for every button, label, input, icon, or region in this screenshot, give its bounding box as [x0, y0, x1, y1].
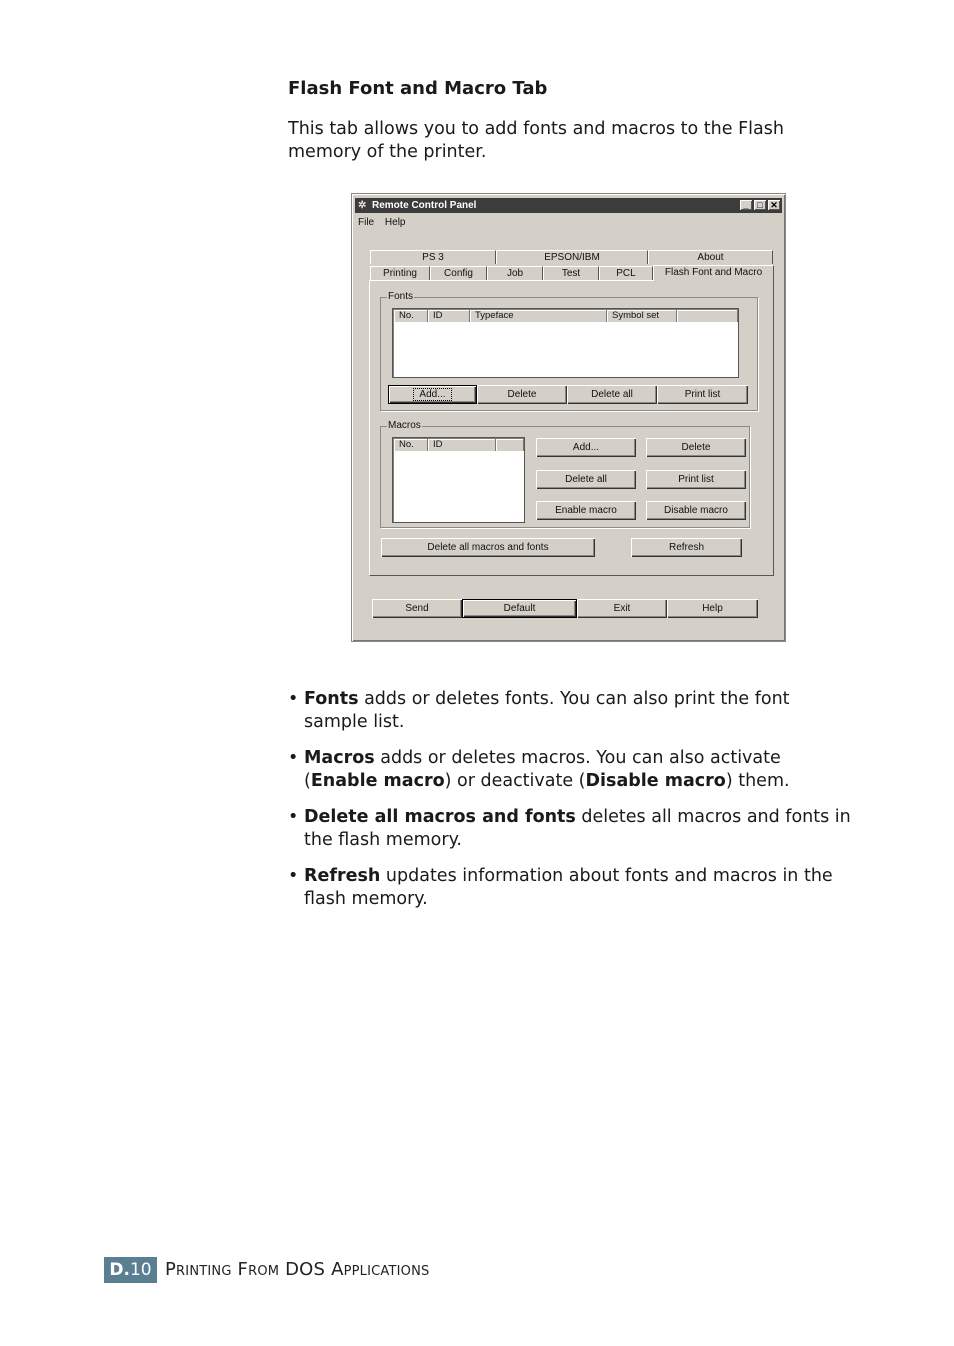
fonts-print-list-button[interactable]: Print list [657, 385, 748, 404]
feature-list [288, 688, 853, 924]
title-bar [355, 198, 782, 213]
list-item: • Refresh updates information about fonts and macros in the flash memory. [288, 865, 853, 911]
macros-delete-all-button[interactable]: Delete all [536, 470, 636, 489]
macros-group-label: Macros [388, 420, 421, 431]
column-header[interactable]: Symbol set [607, 310, 677, 322]
macros-add-button[interactable]: Add... [536, 438, 636, 457]
tab-flash-font-and-macro[interactable]: Flash Font and Macro [653, 265, 774, 281]
column-header[interactable]: ID [428, 310, 470, 322]
fonts-group-label: Fonts [388, 291, 414, 302]
macros-group [380, 420, 750, 528]
enable-macro-button[interactable]: Enable macro [536, 501, 636, 520]
fonts-delete-button[interactable]: Delete [477, 385, 567, 404]
fonts-list[interactable] [392, 308, 739, 378]
tab-panel [369, 280, 774, 576]
remote-control-panel-window [351, 193, 786, 642]
menu-file[interactable]: File [358, 217, 375, 228]
tab-ps3[interactable]: PS 3 [370, 250, 496, 264]
column-header[interactable]: No. [394, 439, 428, 451]
minimize-icon[interactable]: _ [740, 200, 752, 210]
macros-list[interactable] [392, 437, 525, 523]
help-button[interactable]: Help [667, 599, 758, 618]
macros-delete-button[interactable]: Delete [646, 438, 746, 457]
send-button[interactable]: Send [372, 599, 462, 618]
macros-print-list-button[interactable]: Print list [646, 470, 746, 489]
page-number-badge: D.10 [104, 1257, 157, 1283]
delete-all-macros-and-fonts-button[interactable]: Delete all macros and fonts [381, 538, 595, 557]
intro-paragraph: This tab allows you to add fonts and macros to the Flash memory of the printer. [288, 119, 784, 162]
section-heading: Flash Font and Macro Tab [288, 78, 548, 99]
menu-help[interactable]: Help [384, 217, 406, 228]
column-header[interactable]: No. [394, 310, 428, 322]
list-item: • Fonts adds or deletes fonts. You can also print the font sample list. [288, 688, 853, 734]
list-item: • Macros adds or deletes macros. You can also activate (Enable macro) or deactivate (Disable macro) them. [288, 747, 853, 793]
window-title: Remote Control Panel [372, 200, 477, 211]
default-button[interactable]: Default [462, 599, 577, 618]
tab-about[interactable]: About [648, 250, 773, 264]
maximize-icon[interactable]: □ [754, 200, 766, 210]
printer-icon: ✲ [358, 200, 367, 211]
tab-epson-ibm[interactable]: EPSON/IBM [496, 250, 648, 264]
close-icon[interactable]: ✕ [768, 200, 780, 210]
tab-pcl[interactable]: PCL [599, 266, 653, 280]
menu-bar [358, 217, 413, 229]
tab-config[interactable]: Config [430, 266, 487, 280]
list-item: • Delete all macros and fonts deletes all macros and fonts in the flash memory. [288, 806, 853, 852]
exit-button[interactable]: Exit [577, 599, 667, 618]
tab-test[interactable]: Test [543, 266, 599, 280]
refresh-button[interactable]: Refresh [631, 538, 742, 557]
disable-macro-button[interactable]: Disable macro [646, 501, 746, 520]
column-header-blank [496, 439, 524, 451]
column-header[interactable]: Typeface [470, 310, 607, 322]
tab-printing[interactable]: Printing [370, 266, 430, 280]
fonts-add-button[interactable]: Add... [388, 385, 477, 404]
chapter-title: Printing From DOS Applications [165, 1259, 430, 1280]
fonts-group [380, 291, 758, 411]
fonts-delete-all-button[interactable]: Delete all [567, 385, 657, 404]
column-header[interactable]: ID [428, 439, 496, 451]
tab-job[interactable]: Job [487, 266, 543, 280]
column-header-blank [677, 310, 738, 322]
